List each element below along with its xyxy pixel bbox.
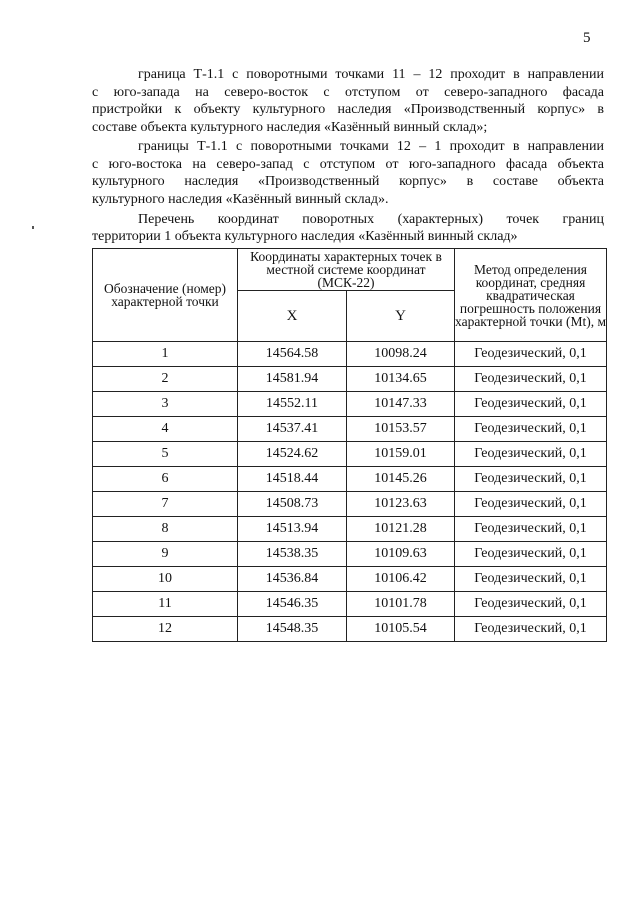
- y-coordinate-cell: 10147.33: [347, 392, 455, 417]
- table-body: [93, 342, 607, 642]
- header-method: Метод определения координат, средняя квадратическая погрешность положения характерной точки (Mt), м: [455, 249, 607, 342]
- x-coordinate-cell: 14518.44: [238, 467, 347, 492]
- y-coordinate-cell: 10101.78: [347, 592, 455, 617]
- table-row: [93, 367, 607, 392]
- y-coordinate-cell: 10105.54: [347, 617, 455, 642]
- header-x: X: [238, 291, 347, 342]
- x-coordinate-cell: 14536.84: [238, 567, 347, 592]
- header-point-label: Обозначение (номер) характерной точки: [93, 249, 238, 342]
- point-number-cell: 5: [93, 442, 238, 467]
- x-coordinate-cell: 14538.35: [238, 542, 347, 567]
- method-cell: Геодезический, 0,1: [455, 367, 607, 392]
- paragraph-line: с юго-запада на северо-восток с отступом от северо-западного фасада: [92, 84, 604, 100]
- method-cell: Геодезический, 0,1: [455, 567, 607, 592]
- x-coordinate-cell: 14552.11: [238, 392, 347, 417]
- method-cell: Геодезический, 0,1: [455, 442, 607, 467]
- table-row: [93, 392, 607, 417]
- y-coordinate-cell: 10134.65: [347, 367, 455, 392]
- x-coordinate-cell: 14581.94: [238, 367, 347, 392]
- x-coordinate-cell: 14508.73: [238, 492, 347, 517]
- x-coordinate-cell: 14548.35: [238, 617, 347, 642]
- coordinates-table: [92, 248, 607, 642]
- paragraph-line: с юго-востока на северо-запад с отступом от юго-западного фасада объекта: [92, 156, 604, 172]
- y-coordinate-cell: 10098.24: [347, 342, 455, 367]
- point-number-cell: 2: [93, 367, 238, 392]
- table-row: [93, 417, 607, 442]
- x-coordinate-cell: 14524.62: [238, 442, 347, 467]
- paragraph-line: составе объекта культурного наследия «Казённый винный склад»;: [92, 119, 488, 135]
- table-row: [93, 617, 607, 642]
- paragraph-line: пристройки к объекту культурного наследия «Производственный корпус» в: [92, 102, 604, 117]
- y-coordinate-cell: 10153.57: [347, 417, 455, 442]
- table-row: [93, 342, 607, 367]
- y-coordinate-cell: 10106.42: [347, 567, 455, 592]
- method-cell: Геодезический, 0,1: [455, 542, 607, 567]
- point-number-cell: 10: [93, 567, 238, 592]
- method-cell: Геодезический, 0,1: [455, 342, 607, 367]
- x-coordinate-cell: 14564.58: [238, 342, 347, 367]
- paragraph-line: культурного наследия «Казённый винный склад».: [92, 191, 389, 207]
- method-cell: Геодезический, 0,1: [455, 417, 607, 442]
- y-coordinate-cell: 10109.63: [347, 542, 455, 567]
- paragraph-boundary-11-12: [92, 66, 604, 136]
- header-coordinates-group: Координаты характерных точек в местной системе координат (МСК-22): [238, 249, 455, 291]
- method-cell: Геодезический, 0,1: [455, 492, 607, 517]
- paragraph-boundary-12-1: [92, 138, 604, 208]
- table-row: [93, 592, 607, 617]
- table-caption: [92, 211, 604, 245]
- point-number-cell: 11: [93, 592, 238, 617]
- point-number-cell: 7: [93, 492, 238, 517]
- method-cell: Геодезический, 0,1: [455, 392, 607, 417]
- x-coordinate-cell: 14513.94: [238, 517, 347, 542]
- method-cell: Геодезический, 0,1: [455, 517, 607, 542]
- table-row: [93, 517, 607, 542]
- caption-line: территории 1 объекта культурного наследия «Казённый винный склад»: [92, 229, 518, 244]
- paragraph-line: границы Т-1.1 с поворотными точками 12 – 1 проходит в направлении: [138, 139, 604, 154]
- header-y: Y: [347, 291, 455, 342]
- paragraph-line: граница Т-1.1 с поворотными точками 11 – 12 проходит в направлении: [138, 67, 604, 82]
- point-number-cell: 4: [93, 417, 238, 442]
- point-number-cell: 6: [93, 467, 238, 492]
- y-coordinate-cell: 10121.28: [347, 517, 455, 542]
- caption-line: Перечень координат поворотных (характерных) точек границ: [138, 212, 604, 227]
- table-row: [93, 442, 607, 467]
- paragraph-line: культурного наследия «Производственный корпус» в составе объекта: [92, 174, 604, 189]
- point-number-cell: 8: [93, 517, 238, 542]
- table-row: [93, 492, 607, 517]
- point-number-cell: 1: [93, 342, 238, 367]
- point-number-cell: 9: [93, 542, 238, 567]
- method-cell: Геодезический, 0,1: [455, 467, 607, 492]
- x-coordinate-cell: 14537.41: [238, 417, 347, 442]
- point-number-cell: 12: [93, 617, 238, 642]
- page-number: 5: [583, 30, 591, 46]
- y-coordinate-cell: 10145.26: [347, 467, 455, 492]
- margin-mark: [32, 226, 34, 229]
- table-row: [93, 567, 607, 592]
- y-coordinate-cell: 10159.01: [347, 442, 455, 467]
- x-coordinate-cell: 14546.35: [238, 592, 347, 617]
- table-row: [93, 542, 607, 567]
- point-number-cell: 3: [93, 392, 238, 417]
- method-cell: Геодезический, 0,1: [455, 592, 607, 617]
- y-coordinate-cell: 10123.63: [347, 492, 455, 517]
- table-row: [93, 467, 607, 492]
- method-cell: Геодезический, 0,1: [455, 617, 607, 642]
